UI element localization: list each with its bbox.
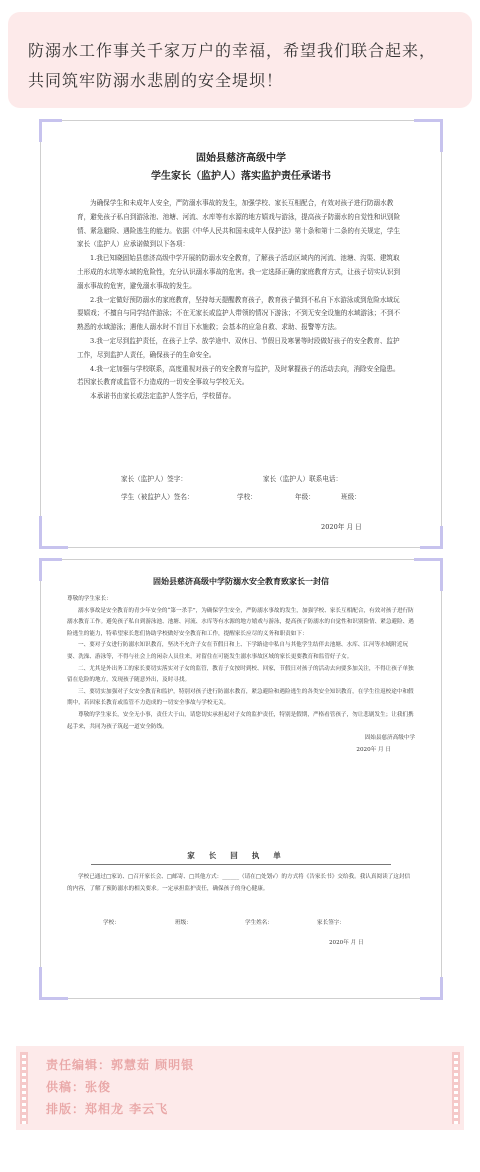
pledge-paragraph: 为确保学生和未成年人安全，严防溺水事故的发生，加强学校、家长互相配合，有效对孩子进行防溺水教育，避免孩子私自到游泳池、池塘、河流、水库等有水源的地方嬉戏与游泳，提高孩子防溺水的自觉性和识别险情、紧急避险、遇险逃生的能力。依据《中华人民共和国未成年人保护法》第十条和第十二条的有关规定，学生家长（监护人）应承诺做到以下各项： — [77, 199, 401, 249]
pledge-paragraph: 4.我一定加强与学校联系，高度重视对孩子的安全教育与监护，及时掌握孩子的活动去向，消除安全隐患。若因家长教育或监管不力造成的一切安全事故与学校无关。 — [77, 364, 400, 387]
letter-paragraph: 尊敬的学生家长，安全无小事，责任大于山，请您切实承担起对子女的监护责任，特别是假期，严格看管孩子，勿让悲剧发生；让我们携起手来，共同为孩子筑起一道安全防线。 — [67, 711, 414, 730]
letter-date: 2020年 月 日 — [356, 746, 391, 753]
corner-decoration — [414, 558, 443, 591]
letter-paragraph: 二、尤其是外出务工的家长要切实落实对子女的监管，教育子女按时到校、回家，节假日对孩子的活动去向要多加关注，不得让孩子单独留在危险的地方，发现孩子随意外出，及时寻找。 — [67, 665, 414, 684]
pledge-document[interactable] — [40, 120, 442, 548]
intro-banner — [8, 12, 472, 108]
letter-document[interactable] — [40, 559, 442, 999]
parent-phone-label: 家长（监护人）联系电话： — [263, 475, 343, 483]
receipt-divider — [91, 864, 391, 865]
letter-signer: 固始县慈济高级中学 — [364, 735, 415, 742]
letter-greeting: 尊敬的学生家长： — [67, 596, 112, 602]
receipt-school-label: 学校： — [103, 920, 120, 926]
pledge-date: 2020年 月 日 — [321, 523, 362, 531]
class-label: 班级： — [341, 493, 361, 501]
corner-decoration — [39, 558, 62, 581]
receipt-student-label: 学生姓名： — [245, 920, 273, 926]
receipt-date: 2020年 月 日 — [329, 940, 364, 946]
letter-body — [67, 594, 415, 756]
credits-footer — [16, 1046, 464, 1130]
corner-decoration — [39, 516, 68, 549]
pledge-paragraph: 3.我一定尽到监护责任，在孩子上学、放学途中、双休日、节假日及寒暑等时段做好孩子的安全教育、监护工作，尽到监护人责任，确保孩子的生命安全。 — [77, 336, 400, 359]
corner-decoration — [39, 967, 68, 1000]
pledge-body — [77, 197, 405, 404]
editor-credit: 责任编辑：郭慧茹 顾明银 — [46, 1058, 195, 1072]
receipt-parent-label: 家长签字： — [317, 920, 345, 926]
pledge-paragraph: 本承诺书由家长或法定监护人签字后，学校留存。 — [90, 392, 236, 401]
pledge-title: 学生家长（监护人）落实监护责任承诺书 — [151, 171, 331, 182]
source-credit: 供稿：张俊 — [46, 1080, 112, 1094]
parent-signature-label: 家长（监护人）签字： — [121, 475, 187, 483]
letter-paragraph: 一、要对子女进行防溺水知识教育，坚决不允许子女在节假日和上、下学路途中私自与其他学生结伴去池塘、水库、江河等水域附近玩耍、洗澡、游泳等，不得与社会上的闲杂人员往来，对留住在可能发生溺水事故区域的家长更要教育和监管好子女。 — [67, 642, 409, 660]
corner-decoration — [39, 119, 62, 142]
student-signature-label: 学生（被监护人）签名： — [121, 493, 194, 501]
corner-decoration — [420, 977, 443, 1000]
layout-credit: 排版：郑相龙 李云飞 — [46, 1102, 169, 1116]
corner-decoration — [414, 119, 443, 152]
letter-title: 固始县慈济高级中学防溺水安全教育致家长一封信 — [153, 576, 329, 586]
corner-decoration — [420, 526, 443, 549]
pledge-paragraph: 2.我一定做好预防溺水的家庭教育，坚持每天提醒教育孩子，教育孩子做到不私自下水游泳或到危险水域玩耍嬉戏；不擅自与同学结伴游泳；不在无家长或监护人带领的情况下游泳；不到无安全设施的水域游泳；不到不熟悉的水域游泳；遇他人溺水时不盲目下水施救；会基本的应急自救、求助、报警等方法。 — [77, 295, 401, 332]
pledge-paragraph: 1.我已知晓固始县慈济高级中学开展的防溺水安全教育，了解孩子活动区域内的河流、池塘、沟渠、建筑取土形成的水坑等水域的危险性，充分认识溺水事故的危害。我一定选择正确的家庭教育方式，让孩子切实认识到溺水事故的危害，避免溺水事故的发生。 — [77, 254, 401, 290]
school-label: 学校： — [237, 493, 257, 501]
intro-text: 防溺水工作事关千家万户的幸福，希望我们联合起来，共同筑牢防溺水悲剧的安全堤坝！ — [28, 41, 437, 90]
grade-label: 年级： — [295, 493, 315, 501]
receipt-title: 家长回执单 — [187, 851, 295, 860]
receipt-class-label: 班级： — [175, 920, 192, 926]
film-strip-decoration — [452, 1052, 460, 1124]
receipt-body — [67, 872, 415, 895]
letter-paragraph: 三、要切实加强对子女安全教育和监护，特别对孩子进行防溺水教育，紧急避险和遇险逃生的各类安全知识教育，在学生往返校途中和假期中，若因家长教育或监管不力造成的一切安全事故与学校无关。 — [67, 688, 414, 707]
letter-paragraph: 溺水事故是安全教育的青少年安全的“第一杀手”，为确保学生安全，严防溺水事故的发生，加强学校、家长互相配合，有效对孩子进行防溺水教育工作。避免孩子私自到游泳池、池塘、河流、水库等有水源的地方嬉戏与游泳，提高孩子防溺水的自觉性和识别险情、紧急避险、遇险逃生的能力，特希望家长您们协助学校做好安全教育和工作，提醒家长应尽的义务和职责如下： — [67, 607, 414, 637]
receipt-text: 学校已通过□家访、□召开家长会、□邮寄、□其他方式：______（请在□处划√）的方式将《告家长书》交给我。我认真阅读了这封信的内容，了解了预防溺水的相关要求。一定承担监护责任，确保孩子的身心健康。 — [67, 874, 411, 892]
school-name: 固始县慈济高级中学 — [196, 153, 286, 164]
